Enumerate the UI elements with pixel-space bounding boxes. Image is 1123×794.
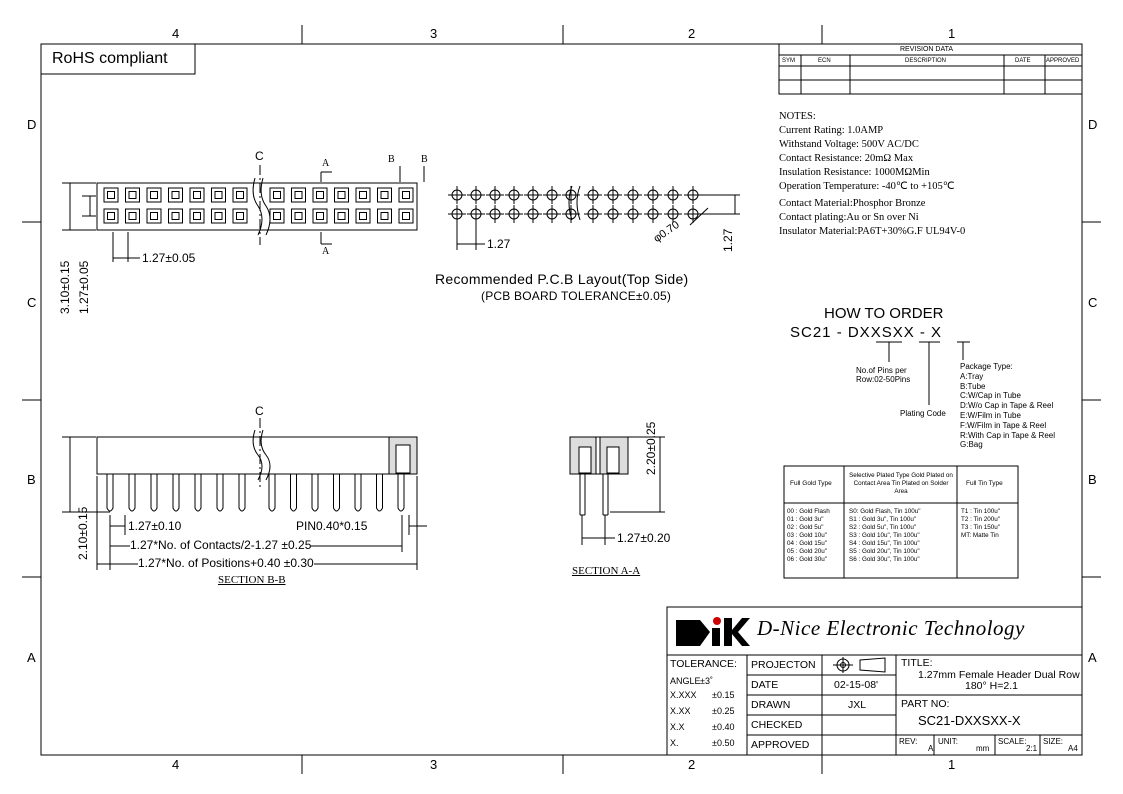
contact-pad [313, 188, 327, 202]
plating-header-full-tin: Full Tin Type [966, 480, 1003, 487]
rohs-label: RoHS compliant [52, 50, 168, 67]
contact-pin [377, 474, 383, 511]
zone-row-c-right: C [1088, 295, 1098, 310]
note-operation-temperature: Operation Temperature: -40℃ to +105℃ [779, 181, 955, 192]
contact-pin [129, 474, 135, 511]
plating-col-full-tin [961, 508, 1000, 540]
contact-pad [378, 188, 392, 202]
tol-row-value: ±0.50 [712, 738, 735, 748]
plating-selective-cell: S1 : Gold 3u", Tin 100u" [849, 516, 917, 523]
contact-pad-inner [360, 213, 367, 220]
rev-header-ecn: ECN [818, 58, 831, 64]
contact-pad-inner [215, 213, 222, 220]
note-withstand-voltage: Withstand Voltage: 500V AC/DC [779, 139, 919, 150]
contact-pad [356, 188, 370, 202]
contact-pad [399, 188, 413, 202]
top-view [62, 165, 424, 265]
contact-pad-inner [295, 213, 302, 220]
plating-selective-cell: S2 : Gold 5u", Tin 100u" [849, 524, 917, 531]
zone-row-a-left: A [27, 650, 36, 665]
angle-value: ±3˚ [700, 676, 713, 686]
tol-row-label: X.XXX [670, 690, 697, 700]
revision-title: REVISION DATA [900, 46, 954, 53]
angle-label: ANGLE [670, 676, 701, 686]
title-label: TITLE: [901, 657, 933, 669]
contact-pad [147, 188, 161, 202]
tol-row-label: X.XX [670, 706, 691, 716]
rev-value: A [928, 744, 934, 753]
rev-label: REV: [899, 737, 918, 746]
note-contact-material: Contact Material:Phosphor Bronze [779, 198, 926, 209]
plating-header-selective: Selective Plated Type Gold Plated on Contact Area Tin Plated on Solder Area [849, 472, 953, 495]
contact-pad [126, 209, 140, 223]
package-title: Package Type: [960, 362, 1013, 371]
zone-row-b-right: B [1088, 472, 1097, 487]
contact-pad [104, 209, 118, 223]
date-value: 02-15-08' [834, 679, 879, 691]
notes-heading: NOTES: [779, 111, 816, 122]
contact-pad [313, 209, 327, 223]
scale-value: 2:1 [1026, 744, 1038, 753]
contact-pin [217, 474, 223, 511]
tol-row-label: X. [670, 738, 679, 748]
contact-pad-inner [317, 192, 324, 199]
bb-contacts-dim: 1.27*No. of Contacts/2-1.27 ±0.25 [130, 538, 312, 552]
bb-positions-dim: 1.27*No. of Positions+0.40 ±0.30 [138, 556, 314, 570]
contact-pad-inner [129, 213, 136, 220]
contact-pin [195, 474, 201, 511]
contact-pad-inner [172, 213, 179, 220]
contact-pad [335, 188, 349, 202]
tol-row-value: ±0.25 [712, 706, 735, 716]
contact-pad [378, 209, 392, 223]
zone-col-2-bottom: 2 [688, 757, 696, 772]
pcb-pitch-dim: 1.27 [487, 237, 511, 251]
plating-gold-cell: 04 : Gold 15u" [787, 540, 828, 547]
top-centerline-label: C [255, 149, 264, 163]
plating-tin-cell: MT: Matte Tin [961, 532, 999, 539]
package-option: E:W/Film in Tube [960, 410, 1021, 420]
top-pitch-dim: 1.27±0.05 [142, 251, 196, 265]
size-value: A4 [1068, 744, 1078, 753]
part-no-value: SC21-DXXSXX-X [918, 713, 1021, 728]
contact-pad-inner [108, 192, 115, 199]
note-contact-plating: Contact plating:Au or Sn over Ni [779, 212, 919, 223]
contact-pad-inner [172, 192, 179, 199]
order-plating-label: Plating Code [900, 409, 946, 418]
title-line-1: 1.27mm Female Header Dual Row [918, 669, 1080, 681]
contact-pad [169, 188, 183, 202]
contact-pin [291, 474, 297, 511]
plating-gold-cell: 00 : Gold Flash [787, 508, 830, 515]
zone-col-1-top: 1 [948, 26, 956, 41]
zone-col-4-top: 4 [172, 26, 180, 41]
part-no-label: PART NO: [901, 698, 950, 710]
contact-pad [399, 209, 413, 223]
contact-pad [104, 188, 118, 202]
contact-pin [239, 474, 245, 511]
date-label: DATE [751, 679, 779, 691]
rev-header-date: DATE [1015, 58, 1031, 64]
contact-pad-inner [338, 213, 345, 220]
note-contact-resistance: Contact Resistance: 20mΩ Max [779, 153, 914, 164]
contact-pad [233, 209, 247, 223]
bb-centerline-label: C [255, 404, 264, 418]
package-option: B:Tube [960, 381, 986, 391]
contact-pad [212, 188, 226, 202]
contact-pad-inner [274, 213, 281, 220]
plating-selective-cell: S3 : Gold 10u", Tin 100u" [849, 532, 920, 539]
aa-pitch-dim: 1.27±0.20 [617, 531, 671, 545]
contact-pad [270, 209, 284, 223]
top-section-b-label-left: B [388, 154, 395, 165]
title-line-2: 180° H=2.1 [965, 680, 1018, 692]
top-section-a-label-top: A [322, 158, 330, 169]
zone-row-a-right: A [1088, 650, 1097, 665]
contact-pin [269, 474, 275, 511]
contact-pad [169, 209, 183, 223]
contact-pad-inner [274, 192, 281, 199]
contact-pad-inner [108, 213, 115, 220]
note-current-rating: Current Rating: 1.0AMP [779, 125, 884, 136]
contact-pad [356, 209, 370, 223]
bb-pitch-dim: 1.27±0.10 [128, 519, 182, 533]
rev-header-approved: APPROVED [1046, 58, 1080, 64]
section-bb-label: SECTION B-B [218, 574, 286, 586]
contact-pad [190, 188, 204, 202]
order-package-block [960, 362, 1055, 450]
contact-pin [355, 474, 361, 511]
contact-pad [126, 188, 140, 202]
contact-pin [173, 474, 179, 511]
unit-label: UNIT: [938, 737, 958, 746]
tol-row-value: ±0.15 [712, 690, 735, 700]
zone-row-b-left: B [27, 472, 36, 487]
approved-label: APPROVED [751, 739, 810, 751]
how-to-order-title: HOW TO ORDER [824, 305, 944, 322]
plating-col-full-gold [787, 508, 830, 564]
company-name: D-Nice Electronic Technology [757, 616, 1025, 640]
contact-pad [147, 209, 161, 223]
aa-height-dim: 2.20±0.25 [644, 421, 658, 475]
top-section-a-label-bottom: A [322, 246, 330, 257]
package-option: R:With Cap in Tape & Reel [960, 430, 1056, 440]
plating-gold-cell: 02 : Gold 5u" [787, 524, 824, 531]
package-option: C:W/Cap in Tube [960, 391, 1021, 401]
drawn-label: DRAWN [751, 699, 791, 711]
plating-gold-cell: 03 : Gold 10u" [787, 532, 828, 539]
top-dim-inner: 1.27±0.05 [77, 260, 91, 314]
plating-selective-cell: S4 : Gold 15u", Tin 100u" [849, 540, 920, 547]
pcb-title: Recommended P.C.B Layout(Top Side) [435, 271, 689, 287]
zone-col-4-bottom: 4 [172, 757, 180, 772]
contact-pad-inner [360, 192, 367, 199]
contact-pad-inner [194, 192, 201, 199]
unit-value: mm [976, 744, 990, 753]
bb-height-dim: 2.10±0.15 [76, 506, 90, 560]
contact-pad-inner [151, 213, 158, 220]
contact-pad-inner [151, 192, 158, 199]
contact-pad-inner [317, 213, 324, 220]
contact-pin [334, 474, 340, 511]
plating-tin-cell: T1 : Tin 100u" [961, 508, 1000, 515]
plating-selective-cell: S0: Gold Flash, Tin 100u" [849, 508, 921, 515]
contact-pad-inner [403, 213, 410, 220]
contact-pad [212, 209, 226, 223]
package-option: D:W/o Cap in Tape & Reel [960, 401, 1054, 411]
zone-col-3-bottom: 3 [430, 757, 438, 772]
note-insulation-resistance: Insulation Resistance: 1000MΩMin [779, 167, 930, 178]
contact-pad [270, 188, 284, 202]
projection-label: PROJECTON [751, 659, 816, 671]
plating-header-full-gold: Full Gold Type [790, 480, 832, 487]
package-option: G:Bag [960, 440, 983, 450]
tol-row-label: X.X [670, 722, 685, 732]
contact-pad-inner [194, 213, 201, 220]
contact-pad-inner [403, 192, 410, 199]
plating-col-selective [849, 508, 921, 564]
plating-selective-cell: S5 : Gold 20u", Tin 100u" [849, 548, 920, 555]
contact-pad-inner [237, 192, 244, 199]
checked-label: CHECKED [751, 719, 803, 731]
rev-header-description: DESCRIPTION [905, 58, 947, 64]
pcb-hole-dim: φ0.70 [651, 218, 682, 246]
rev-header-sym: SYM [782, 58, 796, 64]
plating-selective-cell: S6 : Gold 30u", Tin 100u" [849, 556, 920, 563]
top-dim-outer: 3.10±0.15 [58, 260, 72, 314]
bb-pin-dim: PIN0.40*0.15 [296, 519, 368, 533]
scale-label: SCALE: [998, 737, 1027, 746]
tolerance-label: TOLERANCE: [670, 658, 737, 670]
size-label: SIZE: [1043, 737, 1064, 746]
zone-row-c-left: C [27, 295, 37, 310]
package-option: A:Tray [960, 371, 984, 381]
top-section-b-label-right: B [421, 154, 428, 165]
pcb-row-pitch-dim: 1.27 [721, 228, 735, 252]
contact-pin [312, 474, 318, 511]
contact-pin [151, 474, 157, 511]
plating-tin-cell: T3 : Tin 150u" [961, 524, 1000, 531]
contact-pad-inner [381, 192, 388, 199]
package-option: F:W/Film in Tape & Reel [960, 420, 1047, 430]
contact-pad-inner [295, 192, 302, 199]
tol-row-value: ±0.40 [712, 722, 735, 732]
contact-pad [190, 209, 204, 223]
contact-pad [335, 209, 349, 223]
zone-row-d-left: D [27, 117, 37, 132]
contact-pad-inner [338, 192, 345, 199]
plating-gold-cell: 06 : Gold 30u" [787, 556, 828, 563]
pcb-subtitle: (PCB BOARD TOLERANCE±0.05) [481, 289, 672, 303]
zone-col-2-top: 2 [688, 26, 696, 41]
note-insulator-material: Insulator Material:PA6T+30%G.F UL94V-0 [779, 226, 966, 237]
contact-pad [292, 188, 306, 202]
contact-pad-inner [129, 192, 136, 199]
plating-tin-cell: T2 : Tin 200u" [961, 516, 1000, 523]
contact-pad-inner [237, 213, 244, 220]
contact-pad [292, 209, 306, 223]
section-aa-label: SECTION A-A [572, 565, 641, 577]
zone-col-3-top: 3 [430, 26, 438, 41]
contact-pad-inner [215, 192, 222, 199]
plating-gold-cell: 01 : Gold 3u" [787, 516, 824, 523]
contact-pad-inner [381, 213, 388, 220]
contact-pad [233, 188, 247, 202]
order-code: SC21 - DXXSXX - X [790, 324, 943, 341]
order-pins-note: No.of Pins per Row:02-50Pins [856, 366, 911, 384]
plating-gold-cell: 05 : Gold 20u" [787, 548, 828, 555]
company-logo [676, 617, 750, 646]
zone-col-1-bottom: 1 [948, 757, 956, 772]
contact-pin [398, 474, 404, 511]
drawn-value: JXL [848, 699, 867, 711]
notes-block [779, 110, 965, 239]
contact-pin [107, 474, 113, 511]
zone-row-d-right: D [1088, 117, 1098, 132]
